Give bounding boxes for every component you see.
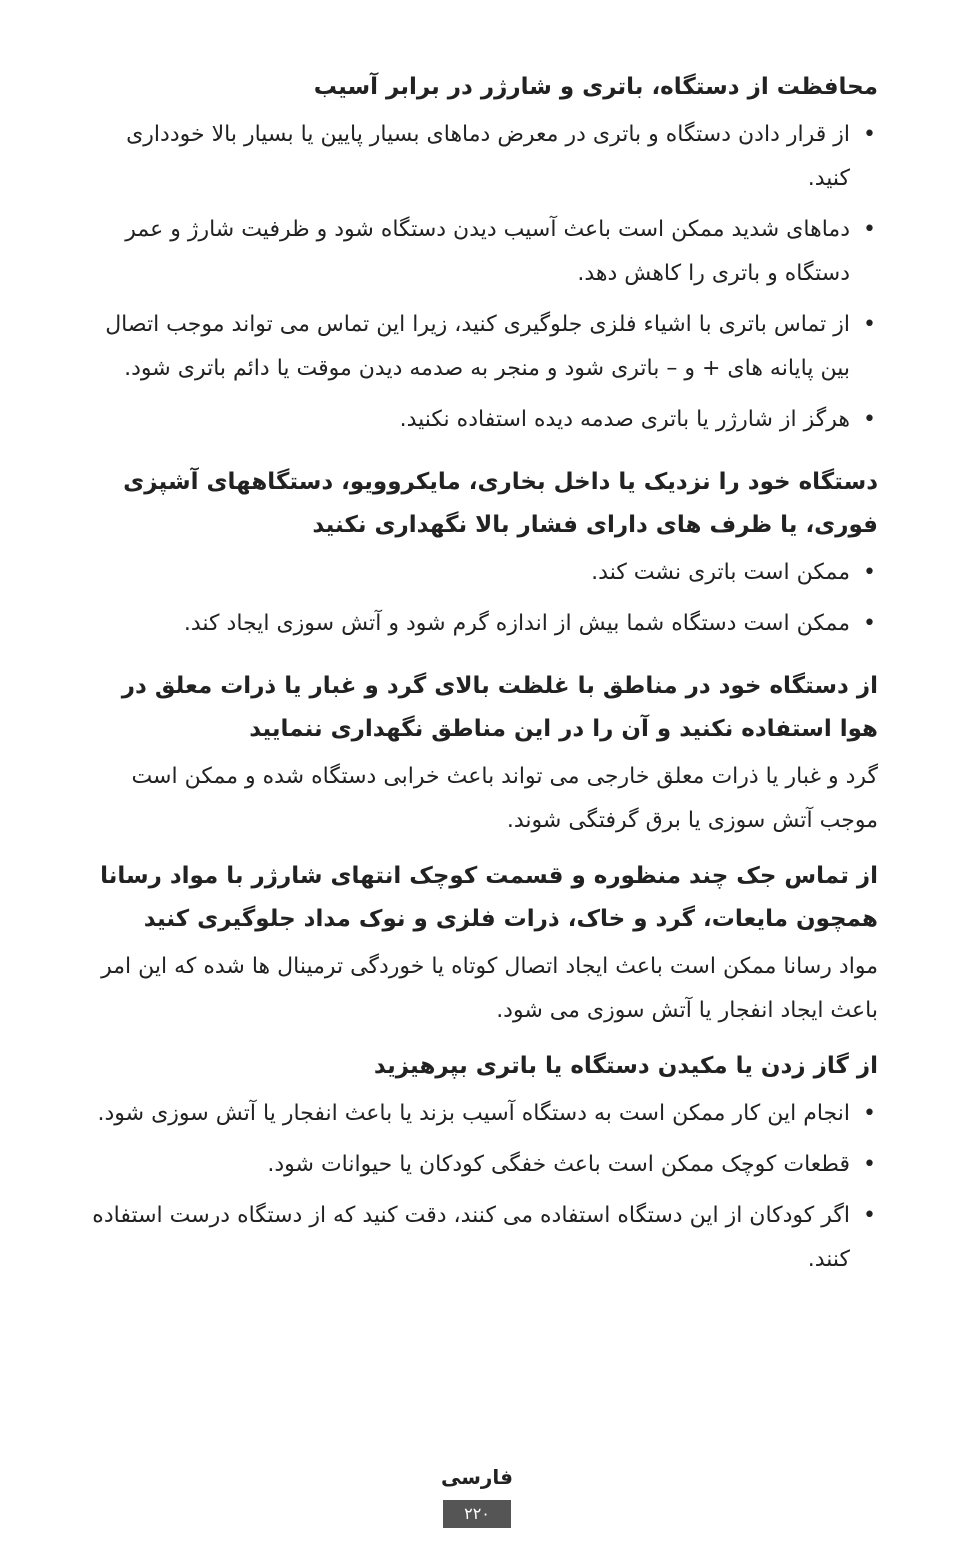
bullet-icon: •: [863, 611, 876, 636]
section-body: گرد و غبار یا ذرات معلق خارجی می تواند باعث خرابی دستگاه شده و ممکن است موجب آتش سوزی یا برق گرفتگی شوند.: [131, 764, 878, 833]
section-heading: از دستگاه خود در مناطق با غلظت بالای گرد و غبار یا ذرات معلق در هوا استفاده نکنید و آن را در این مناطق نگهداری ننمایید: [121, 673, 878, 742]
document-page: [80, 66, 878, 1289]
bullet-list: [80, 1092, 878, 1282]
footer-language: فارسی: [440, 1465, 514, 1489]
section-heading: از تماس جک چند منظوره و قسمت کوچک انتهای شارژر با مواد رسانا همچون مایعات، گرد و خاک، ذرات فلزی و نوک مداد جلوگیری کنید: [100, 863, 878, 932]
list-item: [80, 1194, 878, 1282]
list-item: [80, 113, 878, 201]
list-item-text: قطعات کوچک ممکن است باعث خفگی کودکان یا حیوانات شود.: [267, 1152, 850, 1177]
bullet-icon: •: [863, 312, 876, 337]
bullet-icon: •: [863, 1203, 876, 1228]
list-item: [80, 551, 878, 595]
bullet-list: [80, 113, 878, 442]
bullet-icon: •: [863, 1101, 876, 1126]
list-item: [80, 208, 878, 296]
bullet-icon: •: [863, 407, 876, 432]
bullet-icon: •: [863, 122, 876, 147]
list-item-text: اگر کودکان از این دستگاه استفاده می کنند، دقت کنید که از دستگاه درست استفاده کنند.: [92, 1203, 850, 1272]
list-item-text: ممکن است دستگاه شما بیش از اندازه گرم شود و آتش سوزی ایجاد کند.: [183, 611, 850, 636]
list-item: [80, 602, 878, 646]
list-item: [80, 303, 878, 391]
list-item-text: انجام این کار ممکن است به دستگاه آسیب بزند یا باعث انفجار یا آتش سوزی شود.: [97, 1101, 850, 1126]
section-heading: دستگاه خود را نزدیک یا داخل بخاری، مایکروویو، دستگاههای آشپزی فوری، یا ظرف های دارای فشار بالا نگهداری نکنید: [123, 469, 878, 538]
list-item-text: ممکن است باتری نشت کند.: [591, 560, 850, 585]
section-heading: از گاز زدن یا مکیدن دستگاه یا باتری بپرهیزید: [373, 1053, 878, 1079]
bullet-icon: •: [863, 1152, 876, 1177]
list-item-text: دماهای شدید ممکن است باعث آسیب دیدن دستگاه شود و ظرفیت شارژ و عمر دستگاه و باتری را کاهش دهد.: [125, 217, 850, 286]
list-item: [80, 1143, 878, 1187]
bullet-icon: •: [863, 560, 876, 585]
section-heading: محافظت از دستگاه، باتری و شارژر در برابر آسیب: [313, 74, 878, 100]
page-footer: [0, 1462, 954, 1528]
section-body: مواد رسانا ممکن است باعث ایجاد اتصال کوتاه یا خوردگی ترمینال ها شده که این امر باعث ایجاد انفجار یا آتش سوزی می شود.: [101, 954, 878, 1023]
bullet-icon: •: [863, 217, 876, 242]
list-item-text: از تماس باتری با اشیاء فلزی جلوگیری کنید، زیرا این تماس می تواند موجب اتصال بین پایانه های + و – باتری شود و منجر به صدمه دیدن موقت یا دائم باتری شود.: [105, 312, 850, 381]
page-number: ۲۲۰: [443, 1500, 511, 1528]
list-item: [80, 1092, 878, 1136]
list-item-text: هرگز از شارژر یا باتری صدمه دیده استفاده نکنید.: [399, 407, 850, 432]
bullet-list: [80, 551, 878, 646]
list-item-text: از قرار دادن دستگاه و باتری در معرض دماهای بسیار پایین یا بسیار بالا خودداری کنید.: [126, 122, 850, 191]
list-item: [80, 398, 878, 442]
